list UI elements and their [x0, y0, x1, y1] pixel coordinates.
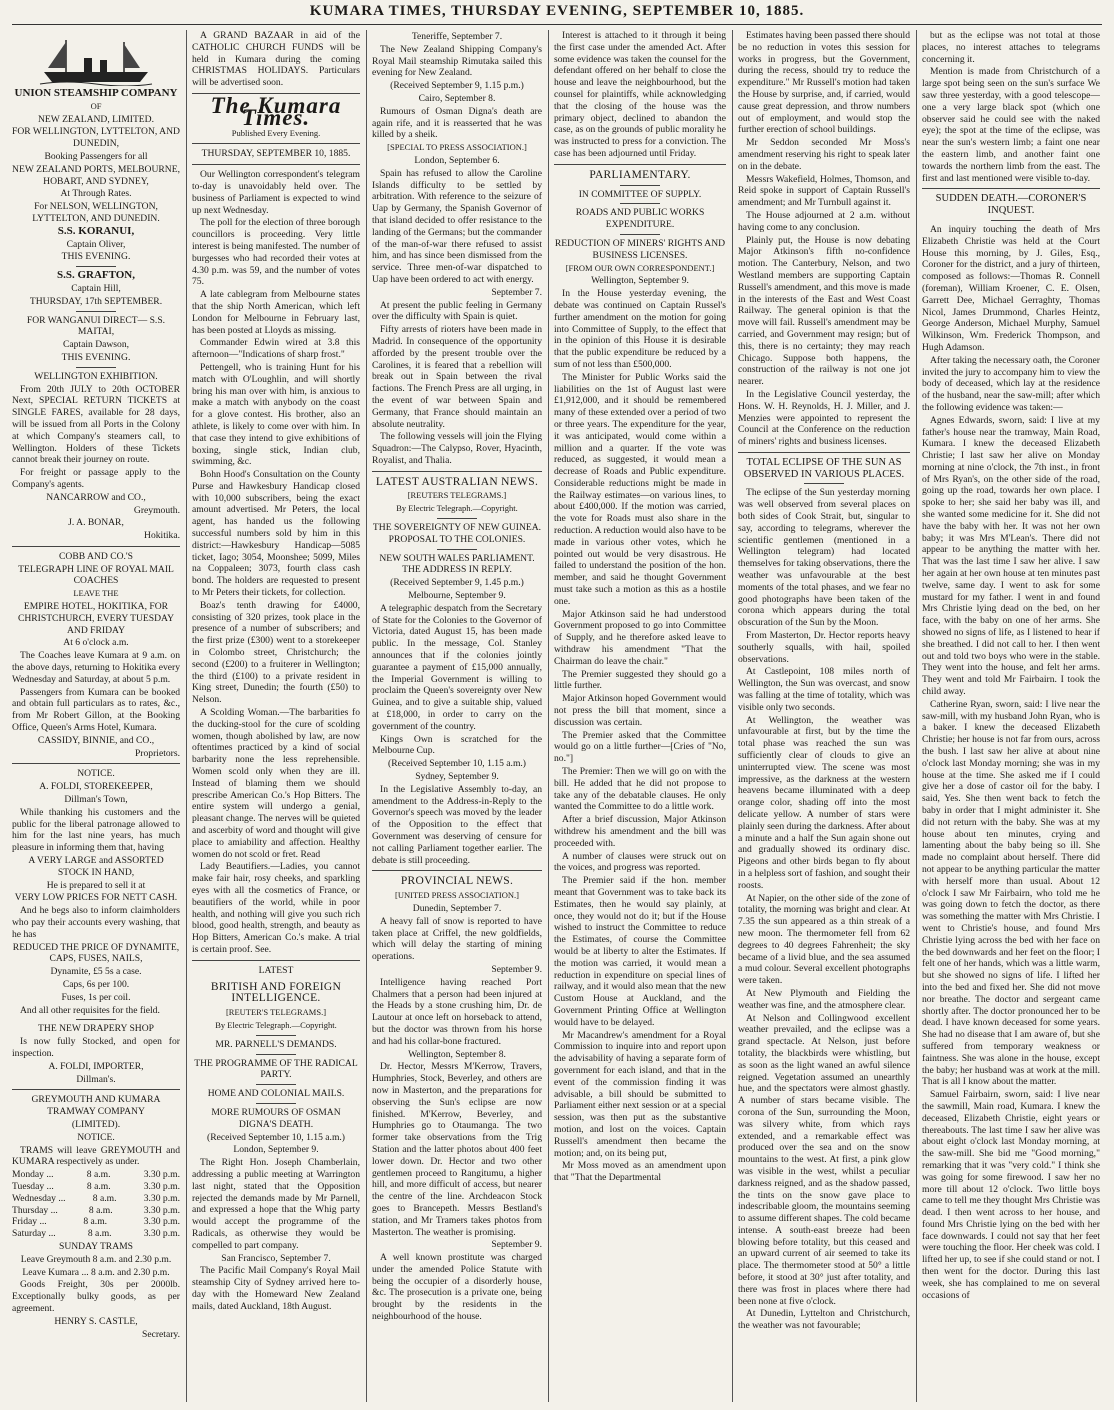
paragraph: Kings Own is scratched for the Melbourne Cup. — [372, 733, 542, 757]
freight-notice: For freight or passage apply to the Company's agents. — [12, 467, 180, 490]
paragraph: Intelligence having reached Port Chalmers that a person had been injured at the Heads by a stone crushing him, Dr. de Lautour at once left on horseback to attend, but the doctor was thrown from his horse and had his collar-bone fractured. — [372, 976, 542, 1047]
tram-timetable — [12, 1169, 180, 1240]
foldi-prices: VERY LOW PRICES FOR NETT CASH. — [14, 892, 178, 904]
reuters-label: [REUTER'S TELEGRAMS.] — [225, 1007, 327, 1018]
paragraph: The following vessels will join the Flying Squadron:—The Calypso, Rover, Hyacinth, Royalist, and Thalia. — [372, 431, 542, 466]
paragraph: Plainly put, the House is now debating Major Atkinson's fifth no-confidence motion. The Canterbury, Nelson, and two Westland members are supporting Captain Russell's amendment, and this move is made in the interests of the East and West Coast Railway. The general opinion is that the move will fail. Russell's amendment may be carried, and Government may resign; but of this, there is no certainty; they may reach Chicago. Suppose both happens, the construction of the railway is not one jot nearer. — [738, 234, 910, 388]
usc-rates: At Through Rates. — [60, 188, 132, 200]
paragraph: At Nelson and Collingwood excellent weather prevailed, and the eclipse was a grand spectacle. At Nelson, just before totality, the blackbirds were whistling, but as soon as the light waned an awful silence reigned. Vegetation assumed an unearthly hue, and the spectators were almost ghastly. A number of stars became visible. The corona of the Sun, surrounding the Moon, was silvery white, from which rays extended, and a remarkable effect was produced over the sea and on the snow mountains to the west. At first, a pink glow was visible in the west, whilst a peculiar darkness reigned, and as the shadow passed, the tints on the snow gave place to indescribable gloom, the mountains seeming to assume different shapes. The cold became intense. A south-east breeze had been blowing before totality, but this ceased and an upward current of air seemed to take its place. The thermometer stood at 50° a little before, it stood at 30° just after totality, and there was frost in places where there had been none at five o'clock. — [738, 1012, 910, 1307]
column-divider — [366, 30, 367, 1402]
headline: MR. PARNELL'S DEMANDS. — [215, 1038, 337, 1050]
electric-telegraph: By Electric Telegraph.—Copyright. — [396, 503, 518, 514]
paragraph: In the Legislative Assembly to-day, an amendment to the Address-in-Reply to the Governor's speech was moved by the leader of the Opposition to the effect that Government was deserving of censure for not calling Parliament together earlier. The debate is still proceeding. — [372, 783, 542, 866]
section-heading: BRITISH AND FOREIGN INTELLIGENCE. — [210, 980, 342, 1005]
dateline: Cairo, September 8. — [418, 92, 496, 104]
headline: REDUCTION OF MINERS' RIGHTS AND BUSINESS LICENSES. — [554, 237, 726, 261]
cobb-proprietors-label: Proprietors. — [134, 747, 180, 759]
agent-1: NANCARROW and CO., — [46, 491, 146, 503]
ship1-captain: Captain Oliver, — [66, 238, 126, 250]
agent-2-place: Hokitika. — [144, 530, 180, 542]
paragraph: Estimates having been passed there should be no reduction in votes this session for works in progress, but the Government, during the recess, should try to reduce the expenditure." Mr Russell's motion had taken the House by surprise, and, if carried, would cause great depression, and throw numbers out of employment, and would stop the further erection of school buildings. — [738, 30, 910, 136]
column-3 — [372, 30, 542, 1402]
paragraph: The poll for the election of three borough councillors is proceeding. Very little interest is being manifested. The number of burgesses who had recorded their votes at 4.30 p.m. was 59, and the number of votes 75. — [192, 217, 360, 288]
paragraph: After a brief discussion, Major Atkinson withdrew his amendment and the bill was proceeded with. — [554, 814, 726, 849]
ship2-captain: Captain Hill, — [71, 282, 121, 294]
dateline: Wellington, September 9. — [591, 275, 689, 287]
paragraph: The eclipse of the Sun yesterday morning was well observed from several places on both sides of Cook Strait, but, singular to say, according to telegrams, wherever the scientific gentlemen (mentioned in a Wellington telegram) had located themselves for taking observations, there the weather was unfavourable at the best moments of the total phases, and we fear no good photographs have been taken of the corona which appears during the total obscuration of the Sun by the Moon. — [738, 487, 910, 629]
wanganui-when: THIS EVENING. — [61, 351, 131, 363]
paragraph: At present the public feeling in Germany over the difficulty with Spain is quiet. — [372, 299, 542, 323]
press-association: [SPECIAL TO PRESS ASSOCIATION.] — [387, 142, 527, 153]
column-divider — [186, 30, 187, 1402]
paragraph: In the House yesterday evening, the debate was continued on Captain Russel's further amendment on the motion for going into Committee of Supply, to the effect that in the opinion of this House it is desirable that the public expenditure be reduced by a sum of not less than £500,000. — [554, 288, 726, 370]
column-4 — [554, 30, 726, 1402]
table-row: Thursday ... 8 a.m. 3.30 p.m. — [12, 1204, 180, 1216]
paragraph: A number of clauses were struck out on the voices, and progress was reported. — [554, 850, 726, 874]
press-association: [UNITED PRESS ASSOCIATION.] — [395, 890, 519, 901]
paragraph: An inquiry touching the death of Mrs Elizabeth Christie was held at the Court House this morning, by J. Giles, Esq., Coroner for the district, and a jury of thirteen, composed as follows:—Thomas R. Connell (foreman), William Kroener, C. E. Olsen, Garrett Dee, Michael Gerraghty, Thomas Nicol, James Drummond, Charles Heintz, George Anderson, Michael Murphy, Samuel Wilkinson, Wm. Frederick Thompson, and Hugh Adamson. — [922, 223, 1100, 353]
ship2: S.S. GRAFTON, — [56, 269, 136, 282]
paragraph: Messrs Wakefield, Holmes, Thomson, and Reid spoke in support of Captain Russell's amendment; and Mr Turnbull against it. — [738, 173, 910, 209]
sunday-1: Leave Greymouth 8 a.m. and 2.30 p.m. — [20, 1253, 172, 1265]
castle: HENRY S. CASTLE, — [54, 1315, 138, 1327]
paragraph: Dr. Hector, Messrs M'Kerrow, Travers, Humphries, Stock, Beverley, and others are now in Masterton, and the preparations for observing the Sun's eclipse are now finished. M'Kerrow, Beverley, and Humphries go to Otaumanga. The two former take observations from the Trig Station and the latter photos about 400 feet lower down. Dr. Hector and two other gentlemen proceed to Rangitumu, a higher hill, and more difficult of access, but nearer the centre of the line. Archdeacon Stock goes to Brancepeth. Messrs Bestland's station, and Mr Tramers takes photos from Masterton. The weather is promising. — [372, 1061, 542, 1238]
foldi-stock: A VERY LARGE and ASSORTED STOCK IN HAND, — [28, 855, 164, 878]
agent-1-place: Greymouth. — [133, 504, 180, 516]
foldi-prepared: He is prepared to sell it at — [46, 879, 146, 891]
paragraph: A telegraphic despatch from the Secretary of State for the Colonies to the Governor of Victoria, dated August 15, has been made public. In the message, Col. Stanley announces that if the colonies jointly guarantee a payment of £15,000 annually, the Imperial Government is willing to proclaim the Queen's sovereignty over New Guinea, and to give a suitable ship, valued at £18,000, in order to carry on the government of the country. — [372, 602, 542, 732]
cobb-line: TELEGRAPH LINE OF ROYAL MAIL COACHES — [18, 563, 174, 587]
paragraph: Commander Edwin wired at 3.8 this afternoon—"Indications of sharp frost." — [192, 337, 360, 361]
section-heading: LATEST AUSTRALIAN NEWS. — [375, 475, 539, 488]
paragraph: Our Wellington correspondent's telegram to-day is unavoidably held over. The business of Parliament is expected to wind up next Wednesday. — [192, 169, 360, 216]
usc-for: FOR WELLINGTON, LYTTELTON, AND DUNEDIN, — [12, 126, 180, 150]
table-row: Saturday ... 8 a.m. 3.30 p.m. — [12, 1228, 180, 1240]
paragraph: The Premier asked that the Committee would go on a little further—[Cries of "No, no."] — [554, 729, 726, 765]
paragraph: Samuel Fairbairn, sworn, said: I live near the sawmill, Main road, Kumara. I knew the deceased, Elizabeth Christie, eight years or thereabouts. The last time I saw her alive was about eight o'clock last Monday morning, at the saw-mill. She bid me "Good morning," remarking that it was "very cold." I think she was going for some firewood. I saw her no more till about 12 o'clock. Two little boys came to tell me they thought Mrs Christie was dead. I then went across to her house, and found Mrs Christie lying on the bed with her face downwards. I could not say that her feet were touching the floor. Her cheek was cold. I lifted her up, to see if she could stand or not. I then went for the doctor. During this last week, she has complained to me on several occasions of — [922, 1089, 1100, 1301]
paragraph: Mr Macandrew's amendment for a Royal Commission to inquire into and report upon the advisability of having a separate form of government for each island, and that in the event of the commission finding it was advisable, a bill should be submitted to Parliament either next session or at a special session, was then put as the substantive motion, and lost on the voices. Captain Russell's amendment then became the motion; and, on its being put, — [554, 1029, 726, 1159]
latest-label: LATEST — [258, 964, 294, 976]
foldi-dynamite: Dynamite, £5 5s a case. — [50, 966, 142, 978]
dateline: Wellington, September 8. — [408, 1048, 506, 1060]
headline: THE SOVEREIGNTY OF NEW GUINEA. PROPOSAL TO THE COLONIES. — [372, 522, 542, 545]
paragraph: Major Atkinson hoped Government would not press the bill that moment, since a discussion was certain. — [554, 693, 726, 728]
paragraph: Spain has refused to allow the Caroline Islands difficulty to be settled by arbitration. With reference to the seizure of Uap by Germany, the Spanish Governor of that island decided to offer resistance to the landing of the Germans; but the commander of the man-of-war there refused to assist him, and has since been dismissed from the service. Three men-of-war dispatched to Uap have been ordered to act with energy. — [372, 167, 542, 285]
foldi-fuses: Fuses, 1s per coil. — [61, 991, 131, 1003]
table-row: Friday ... 8 a.m. 3.30 p.m. — [12, 1216, 180, 1228]
paragraph: From Masterton, Dr. Hector reports heavy southerly squalls, with hail, spoiled observations. — [738, 630, 910, 665]
foldi-reduced: REDUCED THE PRICE OF DYNAMITE, CAPS, FUSES, NAILS, — [12, 941, 180, 965]
paragraph: The Pacific Mail Company's Royal Mail steamship City of Sydney arrived here to-day with the Homeward New Zealand mails, dated Auckland, 18th August. — [192, 1265, 360, 1312]
dateline: London, September 6. — [414, 154, 500, 166]
paragraph: Mention is made from Christchurch of a large spot being seen on the sun's surface We saw three yesterday, with a good telescope—one a very large black spot (which one observer said he could see with the naked eye); the spot at the time of the eclipse, was near the sun's western limb; a faint one near the eastern limb, and another faint one towards the northern limb from the east. The first and last mentioned were visible to-day. — [922, 66, 1100, 184]
headline: IN COMMITTEE OF SUPPLY. — [578, 188, 702, 200]
ship2-when: THURSDAY, 17th SEPTEMBER. — [29, 295, 163, 307]
goods-freight: Goods Freight, 30s per 2000lb. Exceptionally bulky goods, as per agreement. — [12, 1279, 180, 1314]
exhibition-body: From 20th JULY to 20th OCTOBER Next, SPECIAL RETURN TICKETS at SINGLE FARES, available for 28 days, will be issued from all Ports in the Colony at which Company's steamers call, to Wellington. Holders of these Tickets cannot break their journey on route. — [12, 383, 180, 466]
sunday-heading: SUNDAY TRAMS — [58, 1240, 134, 1252]
foldi-body-2: And he begs also to inform claimholders who pay their accounts every washing, that he has — [12, 905, 180, 940]
cobb-proprietors: CASSIDY, BINNIE, and CO., — [37, 734, 155, 746]
bazaar-ad: A GRAND BAZAAR in aid of the CATHOLIC CHURCH FUNDS will be held in Kumara during the coming CHRISTMAS HOLIDAYS. Particulars will be advertised soon. — [192, 30, 360, 89]
issue-date: THURSDAY, SEPTEMBER 10, 1885. — [201, 148, 351, 160]
paragraph: At Dunedin, Lyttelton and Christchurch, the weather was not favourable; — [738, 1308, 910, 1332]
table-row: Wednesday ... 8 a.m. 3.30 p.m. — [12, 1192, 180, 1204]
ship1: S.S. KORANUI, — [57, 224, 135, 237]
cobb-time: At 6 o'clock a.m. — [63, 637, 129, 649]
paragraph: The Premier said if the hon. member meant that Government was to take back its Estimates, then he would say plainly, at once, they would not do it; but if the House wished to instruct the Committee to reduce the Estimates, of course the Committee would be at liberty to alter the Estimates. If the motion was carried, it would mean a reduction in expenditure on special lines of railway, and it would also mean that the new Custom House at Auckland, and the Government Printing Office at Wellington would have to be delayed. — [554, 875, 726, 1028]
section-heading: TOTAL ECLIPSE OF THE SUN AS OBSERVED IN VARIOUS PLACES. — [743, 456, 905, 480]
paragraph: Pettengell, who is training Hunt for his match with O'Loughlin, and will shortly bring his man over with him, is anxious to make a match with anybody on the coast for a glove contest. His brother, also an athlete, is likely to come over with him. In that case they intend to give exhibitions of boxing, single stick, Indian club, swimming, &c. — [192, 361, 360, 468]
cobb-title: COBB AND CO.'S — [59, 550, 133, 562]
usc-title: UNION STEAMSHIP COMPANY — [14, 87, 178, 99]
section-heading: PROVINCIAL NEWS. — [400, 875, 514, 888]
paragraph: Catherine Ryan, sworn, said: I live near the saw-mill, with my husband John Ryan, who is a baker. I knew the deceased Elizabeth Christie; her house is not far from ours, across the bush. I last saw her alive at about nine o'clock last Monday morning; she was in my house at the time. She asked me if I could give her a dose of castor oil for the baby. I said, Yes. She then went back to fetch the baby in order that I might administer it. She did not return with the baby. She was at my house about ten minutes, crying and lamenting about the baby being so ill. She made no complaint about herself. There did not appear to be anything particular the matter with herself more than usual. About 12 o'clock I saw Mr Fairbairn, who told me he was going down to fetch the doctor, as there was something the matter with Mrs Christie. I went to Christie's house, and found Mrs Christie lying across the bed with her face on the bed downwards and her feet on the floor; I felt one of her hands, which was a little warm, but she showed no signs of life. I lifted her into the bed and fixed her. She did not move nor breathe. The doctor and sergeant came shortly after. The doctor pronounced her to be dead. I have known deceased for some years. She had no disease that I am aware of, but she suffered from temporary weakness or faintness. She was alone in the house, except the baby; her husband was at work at the mill. That is all I know about the matter. — [922, 698, 1100, 1088]
steamship-icon — [36, 34, 156, 86]
notice-heading: NOTICE. — [77, 768, 115, 780]
column-6 — [922, 30, 1100, 1402]
paragraph: The New Zealand Shipping Company's Royal Mail steamship Rimutaka sailed this evening for New Zealand. — [372, 43, 542, 79]
correspondent-label: [FROM OUR OWN CORRESPONDENT.] — [565, 262, 715, 273]
headline: HOME AND COLONIAL MAILS. — [207, 1088, 345, 1100]
masthead-rule — [12, 24, 1102, 25]
paragraph: The Premier suggested they should go a little further. — [554, 668, 726, 692]
wanganui: FOR WANGANUI DIRECT— S.S. MAITAI, — [26, 314, 166, 338]
paragraph: Boaz's tenth drawing for £4000, consisting of 320 prizes, took place in the presence of a number of subscribers; and the first prize (£300) went to a storekeeper in Colombo street, Christchurch; the second (£200) to a fruiterer in Wellington; the third (£100) to a private resident in King street, Dunedin; the fourth (£50) to Nelson. — [192, 599, 360, 706]
table-row: Monday ... 8 a.m. 3.30 p.m. — [12, 1169, 180, 1181]
usc-for2: For NELSON, WELLINGTON, LYTTELTON, AND DUNEDIN. — [32, 201, 160, 224]
paragraph: Mr Moss moved as an amendment upon that "That the Departmental — [554, 1160, 726, 1184]
agent-2: J. A. BONAR, — [68, 517, 124, 529]
dateline: September 7. — [491, 286, 542, 298]
foldi-importer-place: Dillman's. — [76, 1073, 116, 1085]
paragraph: At New Plymouth and Fielding the weather was fine, and the atmosphere clear. — [738, 987, 910, 1011]
column-1 — [12, 30, 180, 1402]
dateline: September 9. — [491, 963, 542, 975]
tramway-body: TRAMS will leave GREYMOUTH and KUMARA respectively as under. — [12, 1144, 180, 1168]
headline: ROADS AND PUBLIC WORKS EXPENDITURE. — [575, 207, 705, 231]
received-line: (Received September 9, 1.15 p.m.) — [390, 80, 524, 92]
column-divider — [548, 30, 549, 1402]
received-line: (Received September 10, 1.15 a.m.) — [388, 758, 526, 770]
cobb-body-2: Passengers from Kumara can be booked and obtain full particulars as to rates, &c., from Mr Robert Gillon, at the Booking Office, Queen's Arms Hotel, Kumara. — [12, 686, 180, 734]
paragraph: but as the eclipse was not total at those places, no interest attaches to telegrams concerning it. — [922, 30, 1100, 65]
dateline: Sydney, September 9. — [415, 771, 499, 783]
foldi-requisites: And all other requisites for the field. — [20, 1004, 160, 1016]
column-divider — [732, 30, 733, 1402]
tramway-limited: (LIMITED). — [71, 1118, 121, 1130]
tramway-heading: GREYMOUTH AND KUMARA TRAMWAY COMPANY — [31, 1094, 161, 1118]
reuters-label: [REUTERS TELEGRAMS.] — [407, 490, 507, 501]
electric-telegraph: By Electric Telegraph.—Copyright. — [215, 1019, 337, 1030]
cobb-leave: LEAVE THE — [73, 588, 119, 599]
paragraph: The Premier: Then we will go on with the bill. He added that he did not propose to take any of the debatable clauses. He only wanted the Committee to do a little work. — [554, 766, 726, 813]
paragraph: After taking the necessary oath, the Coroner invited the jury to accompany him to view the body of deceased, which lay at the residence of the husband, near the saw-mill; after which the following evidence was taken:— — [922, 354, 1100, 413]
headline: NEW SOUTH WALES PARLIAMENT. THE ADDRESS IN REPLY. — [379, 552, 535, 576]
paragraph: The House adjourned at 2 a.m. without having come to any conclusion. — [738, 209, 910, 233]
section-heading: SUDDEN DEATH.—CORONER'S INQUEST. — [935, 193, 1087, 217]
foldi-caps: Caps, 6s per 100. — [62, 978, 130, 990]
paragraph: Agnes Edwards, sworn, said: I live at my father's house near the tramway, Main Road, Kumara. I knew the deceased Elizabeth Christie; I last saw her alive on Monday morning at nine o'clock, the 7th inst., in front of Mrs Ryan's, on the other side of the road, going up the road, towards her own place. I spoke to her; she said her baby was ill, and she wanted some medicine for it. She did not have the baby with her. It was not her own baby; it was Mrs M'Lean's. There did not appear to be anything the matter with her. That was the last time I saw her alive. I saw her again at her own house at ten minutes past twelve, same day. I went to ask for some mustard for my father. I went in and found Mrs Christie lying dead on the bed, on her face, with the baby on one of her arms. She showed no signs of life, as I listened to hear if she breathed. I did not call to her. I then went out and told two boys who were in the stable. They went into the house, and felt her arms. They went and told Mr Fairbairn. I took the child away. — [922, 414, 1100, 698]
headline: MORE RUMOURS OF OSMAN DIGNA'S DEATH. — [211, 1106, 341, 1130]
paragraph: At Wellington, the weather was unfavourable at first, but by the time the total phase was reached the sun was sufficiently clear of clouds to give an uninterrupted view. The scene was most impressive, as the darkness at the western heavens became illuminated with a deep orange color, shading off into the most delicate yellow. A number of stars were plainly seen during the darkness. After about a minute and a half the Sun again shone out and gradually showed its ordinary disc. Pigeons and other birds began to fly about in a helpless sort of fashion, and sought their roosts. — [738, 714, 910, 891]
column-2 — [192, 30, 360, 1402]
usc-booking: Booking Passengers for all — [44, 150, 148, 162]
dateline: Teneriffe, September 7. — [411, 31, 503, 42]
paragraph: Lady Beautifiers.—Ladies, you cannot make fair hair, rosy cheeks, and sparkling eyes with all the cosmetics of France, or beautifiers of the world, while in poor health, and nothing will give you such rich blood, good health, strength, and beauty as Hop Bitters, American Co.'s make. A trial is certain proof. See. — [192, 861, 360, 955]
foldi-town: Dillman's Town, — [64, 794, 128, 806]
exhibition-title: WELLINGTON EXHIBITION. — [34, 370, 158, 382]
section-heading: PARLIAMENTARY. — [589, 168, 691, 181]
dateline: San Francisco, September 7. — [221, 1252, 331, 1264]
dateline: Melbourne, September 9. — [408, 590, 506, 602]
castle-secretary: Secretary. — [142, 1328, 180, 1340]
ship1-when: THIS EVENING. — [61, 251, 131, 263]
usc-nz: NEW ZEALAND, LIMITED. — [38, 113, 154, 125]
masthead: KUMARA TIMES, THURSDAY EVENING, SEPTEMBER 10, 1885. — [309, 3, 805, 19]
drapery-heading: THE NEW DRAPERY SHOP — [38, 1023, 154, 1035]
paragraph: A late cablegram from Melbourne states that the ship North American, which left London for Melbourne in February last, has been posted at Lloyds as missing. — [192, 289, 360, 336]
dateline: London, September 9. — [233, 1144, 319, 1156]
paragraph: Fifty arrests of rioters have been made in Madrid. In consequence of the opportunity afforded by the present trouble over the Carolines, it is feared that a rebellion will break out in Spain between the rival factions. The French Press are all urging, in the event of war between Spain and Germany, that France should maintain an absolute neutrality. — [372, 324, 542, 430]
sunday-2: Leave Kumara ... 8 a.m. and 2.30 p.m. — [22, 1266, 170, 1278]
foldi-heading: A. FOLDI, STOREKEEPER, — [39, 781, 153, 793]
paragraph: A well known prostitute was charged under the amended Police Statute with being the occupier of a disorderly house, &c. The prosecution is a private one, being brought by the residents in the neighbourhood of the house. — [372, 1252, 542, 1323]
paragraph: In the Legislative Council yesterday, the Hons. W. H. Reynolds, H. J. Miller, and J. Menzies were appointed to represent the Council at the Conference on the reduction of miners' rights and business licenses. — [738, 388, 910, 448]
paragraph: Bohn Hood's Consultation on the County Purse and Hawkesbury Handicap closed with 10,000 subscribers, being the exact amount advertised. Mr Peters, the local agent, has handed us the following successful numbers sold by him in this district:—Hawkesbury Handicap—5085 ticket, Iago; 3054, Moonshee; 5099, Miles na Coppaleen; 3073, fourth class cash bond. The holders are requested to present to Mr Peters their tickets, for collection. — [192, 469, 360, 599]
paragraph: Major Atkinson said he had understood Government proposed to go into Committee of Supply, and he therefore asked leave to withdraw his amendment "That the Chairman do leave the chair." — [554, 608, 726, 667]
headline: THE PROGRAMME OF THE RADICAL PARTY. — [194, 1057, 358, 1081]
usc-ports: NEW ZEALAND PORTS, MELBOURNE, HOBART, AND SYDNEY, — [12, 163, 180, 187]
paragraph: A heavy fall of snow is reported to have taken place at Criffel, the new goldfields, which will delay the starting of mining operations. — [372, 915, 542, 963]
paragraph: Rumours of Osman Digna's death are again rife, and it is reasserted that he was killed by a sheik. — [372, 105, 542, 141]
paragraph: A Scolding Woman.—The barbarities fo the ducking-stool for the cure of scolding women, though abolished by law, are now oftentimes practiced by a kind of social barbarity none the less reprehensible. Women scold only when they are ill. Instead of blaming them we should prescribe American Co.'s Hop Bitters. The entire system will undergo a genial, pleasant change. The nerves will be quieted and ascerbity of word and thought will give place to amiability and affection. Healthy women do not scold or fret. Read — [192, 707, 360, 860]
paragraph: The Minister for Public Works said the liabilities on the 1st of August last were £1,912,000, and it should be remembered many of these extended over a period of two or three years. The expenditure for the year, it was anticipated, would come within a million and a quarter. If the vote was reduced, as suggested, it would mean a decrease of Roads and Public expenditure. Considerable reductions might be made in the Railway estimates—on various lines, to about £400,000. If the motion was carried, the vote for Roads must also share in the reduction. A reduction would also have to be made in various other votes, which he pointed out would be very disastrous. He failed to understand the position of the hon. member, and said he thought Government must take such a motion as this as a hostile one. — [554, 371, 726, 607]
table-row: Tuesday ... 8 a.m. 3.30 p.m. — [12, 1180, 180, 1192]
wanganui-captain: Captain Dawson, — [62, 339, 130, 351]
dateline: Dunedin, September 7. — [412, 902, 502, 914]
foldi-body: While thanking his customers and the public for the liberal patronage allowed to him for the last nine years, has much pleasure in informing them that, having — [12, 806, 180, 854]
paragraph: Interest is attached to it through it being the first case under the amended Act. After some evidence was taken the counsel for the defendant offered on her behalf to close the house and leave the neighbourhood, but the counsel for plaintiffs, while acknowledging that the closing of the house was the primary object, declined to abandon the case, as on the grounds of public morality he was instructed to press for a conviction. The case has been adjourned until Friday. — [554, 30, 726, 159]
paragraph: The Right Hon. Joseph Chamberlain, addressing a public meeting at Warrington last night, stated that the Opposition rejected the demands made by Mr Parnell, and expressed a hope that the Whig party would accept the programme of the Radicals, as otherwise they would be compelled to part company. — [192, 1157, 360, 1251]
foldi-importer: A. FOLDI, IMPORTER, — [48, 1060, 144, 1072]
tramway-notice: NOTICE. — [77, 1131, 115, 1143]
received-line: (Received September 10, 1.15 a.m.) — [207, 1131, 345, 1143]
drapery-body: Is now fully Stocked, and open for inspection. — [12, 1036, 180, 1059]
newspaper-title: The Kumara Times. — [210, 92, 342, 130]
cobb-hotel: EMPIRE HOTEL, HOKITIKA, FOR CHRISTCHURCH, EVERY TUESDAY AND FRIDAY — [17, 601, 175, 636]
usc-of: OF — [90, 100, 102, 111]
published-line: Published Every Evening. — [231, 127, 321, 138]
column-divider — [916, 30, 917, 1402]
paragraph: At Napier, on the other side of the zone of totality, the morning was bright and clear. At 7.35 the sun appeared as a thin streak of a new moon. The thermometer fell from 62 degrees to 40 degrees Fahrenheit; the sky became of a livid blue, and the sea assumed a mud colour. Several excellent photographs were taken. — [738, 892, 910, 987]
received-line: (Received September 9, 1.45 p.m.) — [390, 577, 524, 589]
dateline: September 9. — [491, 1239, 542, 1251]
paragraph: At Castlepoint, 108 miles north of Wellington, the Sun was overcast, and snow was falling at the time of totality, which was visible only two seconds. — [738, 666, 910, 713]
cobb-body: The Coaches leave Kumara at 9 a.m. on the above days, returning to Hokitika every Wednesday and Saturday, at about 5 p.m. — [12, 650, 180, 685]
column-5 — [738, 30, 910, 1402]
paragraph: Mr Seddon seconded Mr Moss's amendment reserving his right to speak later on in the debate. — [738, 137, 910, 172]
